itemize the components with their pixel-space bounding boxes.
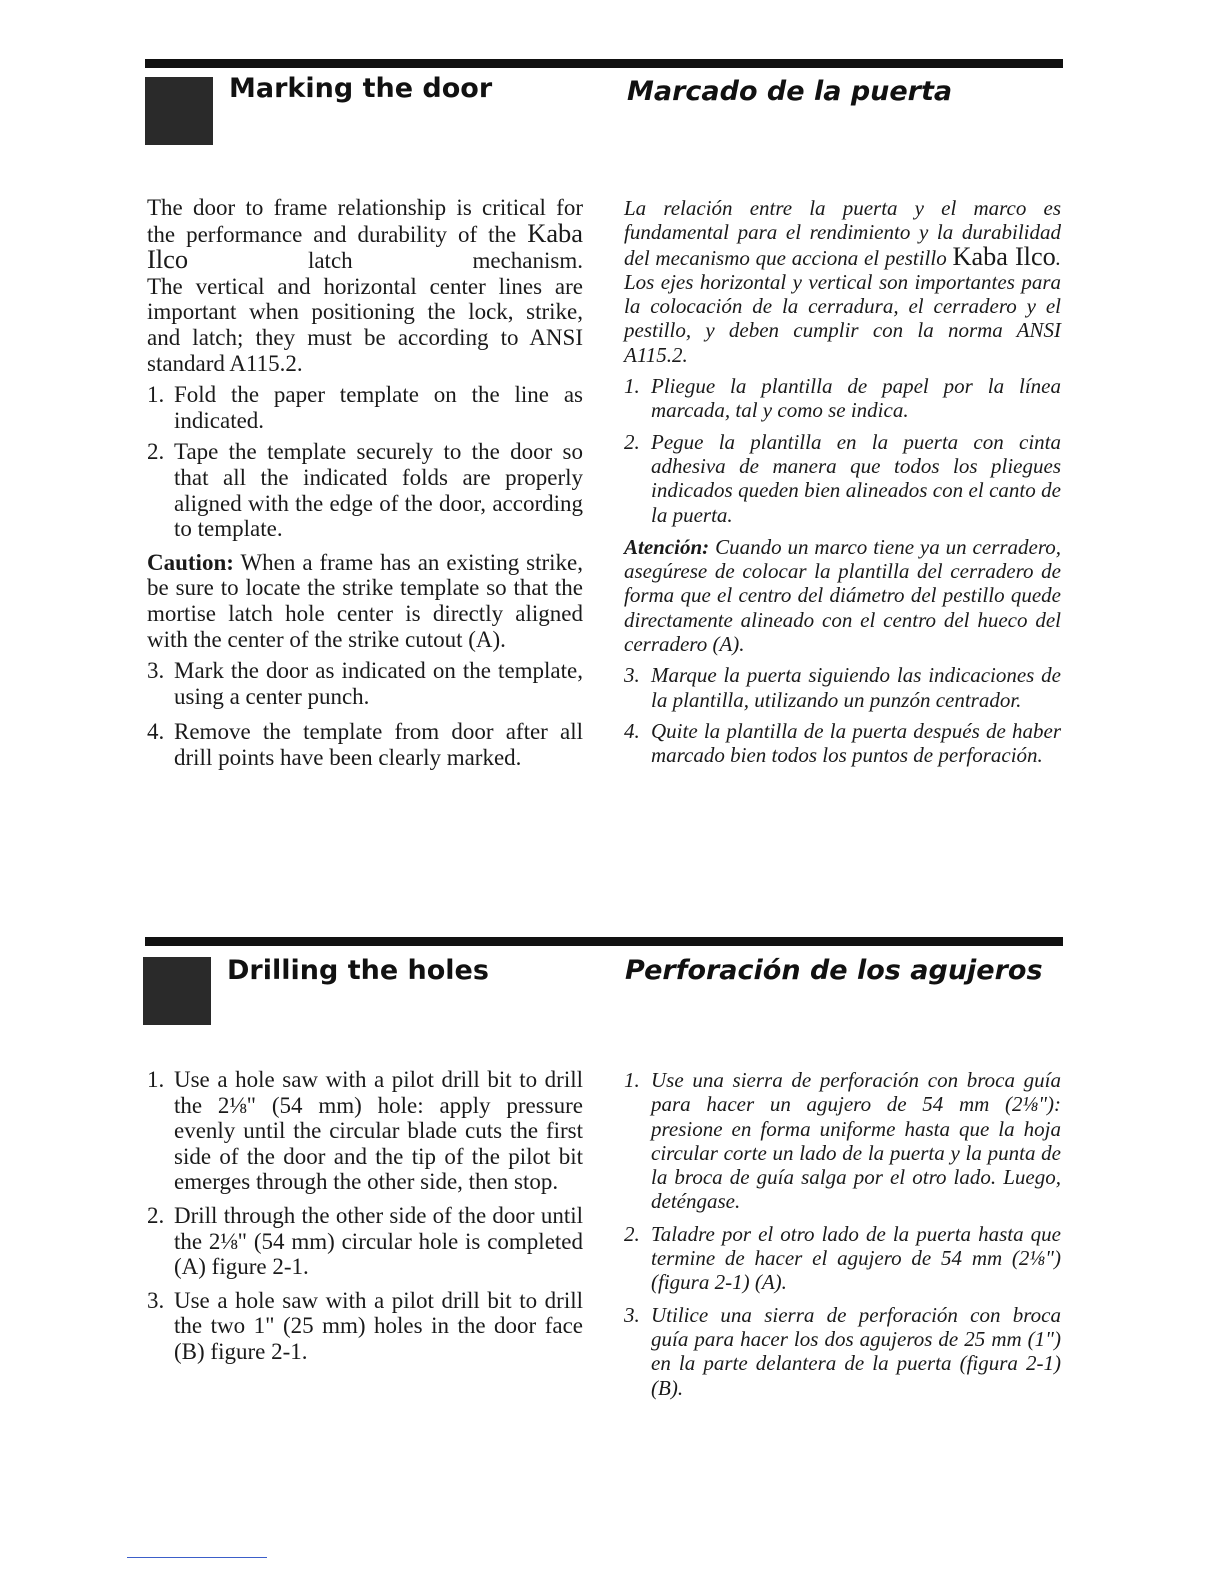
marking-english-column — [147, 195, 583, 770]
list-item: 2. Drill through the other side of the door until the 2⅛" (54 mm) circular hole is completed (A) figure 2-1. — [147, 1202, 583, 1280]
list-item: 3. Use a hole saw with a pilot drill bit to drill the two 1" (25 mm) holes in the door face (B) figure 2-1. — [147, 1287, 583, 1364]
section-title-drilling-holes: Drilling the holes — [227, 955, 489, 986]
list-item: 1. Use a hole saw with a pilot drill bit to drill the 2⅛" (54 mm) hole: apply pressure evenly until the circular blade cuts the first side of the door and the tip of the pilot bit emerges through the other side, then stop. — [147, 1067, 583, 1195]
section-title-marking-door: Marking the door — [229, 73, 493, 104]
brand-name: Kaba Ilco — [147, 217, 584, 275]
footer-line — [127, 1557, 267, 1558]
section-title-perforacion: Perforación de los agujeros — [625, 955, 1043, 986]
intro-text-2: . Los ejes horizontal y vertical son importantes para la colocación de la cerradura, el cerradero y el pestillo, y deben cumplir con la norma ANSI A115.2. — [624, 245, 1062, 367]
list-item: 1. Use una sierra de perforación con broca guía para hacer un agujero de 54 mm (2⅛"): presione en forma uniforme hasta que la hoja circular corte un lado de la puerta y la punta de la broca de guía salga por el otro lado. Luego, deténgase. — [624, 1068, 1061, 1214]
intro-text-1: La relación entre la puerta y el marco es fundamental para el rendimiento y la durabilidad del mecanismo que acciona el pestillo — [624, 196, 1061, 270]
intro-text-2: latch mechanism. — [307, 248, 583, 274]
section-title-marcado-puerta: Marcado de la puerta — [627, 76, 953, 107]
list-item: 2. Tape the template securely to the door so that all the indicated folds are properly aligned with the edge of the door, according to template. — [147, 439, 583, 542]
list-item: 3. Mark the door as indicated on the template, using a center punch. — [147, 658, 583, 709]
intro-paragraph-2: The vertical and horizontal center lines are important when positioning the lock, strike, and latch; they must be according to ANSI standard A115.2. — [147, 273, 583, 376]
caution-paragraph — [147, 550, 583, 652]
brand-name: Kaba Ilco — [952, 241, 1056, 271]
list-item: 4. Quite la plantilla de la puerta después de haber marcado bien todos los puntos de perforación. — [624, 718, 1061, 768]
intro-paragraph — [147, 195, 583, 274]
intro-text-1: The door to frame relationship is critical for the performance and durability of the — [147, 195, 583, 247]
steps-list-b-es — [624, 663, 1061, 767]
list-item: 1. Fold the paper template on the line as indicated. — [147, 382, 583, 433]
atencion-paragraph — [624, 535, 1061, 656]
drilling-steps-list-es — [624, 1068, 1061, 1400]
intro-paragraph-es — [624, 196, 1061, 367]
list-item: 4. Remove the template from door after all drill points have been clearly marked. — [147, 719, 583, 770]
steps-list-b — [147, 658, 583, 770]
list-item: 2. Taladre por el otro lado de la puerta hasta que termine de hacer el agujero de 54 mm (2⅛") (figura 2-1) (A). — [624, 1221, 1061, 1295]
caution-text: When a frame has an existing strike, be sure to locate the strike template so that the mortise latch hole center is directly aligned with the center of the strike cutout (A). — [147, 549, 583, 652]
drilling-spanish-column — [624, 1068, 1061, 1400]
list-item: 3. Marque la puerta siguiendo las indicaciones de la plantilla, utilizando un punzón centrador. — [624, 663, 1061, 712]
atencion-label: Atención: — [624, 534, 710, 559]
steps-list-a-es — [624, 374, 1061, 527]
list-item: 2. Pegue la plantilla en la puerta con cinta adhesiva de manera que todos los pliegues indicados queden bien alineados con el canto de la puerta. — [624, 429, 1061, 527]
atencion-text: Cuando un marco tiene ya un cerradero, asegúrese de colocar la plantilla del cerradero de forma que el centro del diámetro del pestillo quede directamente alineado con el centro del hueco del cerradero (A). — [624, 534, 1062, 657]
drilling-english-column — [147, 1067, 583, 1365]
list-item: 3. Utilice una sierra de perforación con broca guía para hacer los dos agujeros de 25 mm (1") en la parte delantera de la puerta (figura 2-1) (B). — [624, 1302, 1061, 1400]
section-divider-top — [145, 59, 1063, 68]
section-marker-box — [143, 957, 211, 1025]
section-marker-box — [145, 77, 213, 145]
section-divider-middle — [145, 937, 1063, 946]
caution-label: Caution: — [147, 549, 234, 575]
drilling-steps-list — [147, 1067, 583, 1365]
list-item: 1. Pliegue la plantilla de papel por la línea marcada, tal y como se indica. — [624, 374, 1061, 423]
steps-list-a — [147, 382, 583, 542]
marking-spanish-column — [624, 196, 1061, 768]
